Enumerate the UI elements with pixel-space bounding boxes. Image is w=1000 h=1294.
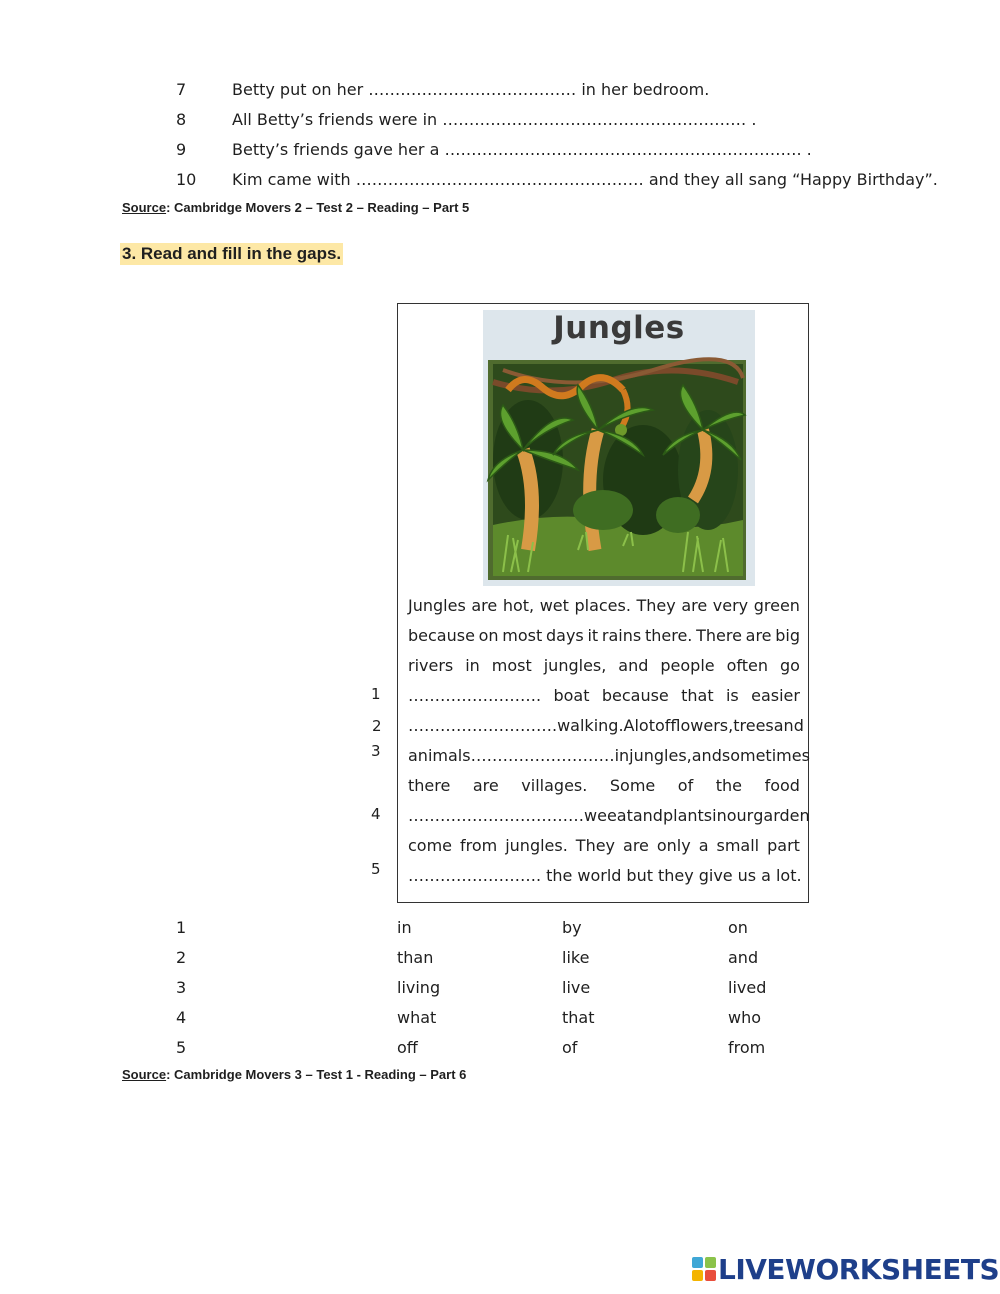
illustration-title: Jungles bbox=[553, 310, 685, 346]
option-choice[interactable]: that bbox=[562, 1008, 595, 1027]
word: most bbox=[502, 626, 543, 645]
word: on bbox=[478, 626, 499, 645]
gap-number: 1 bbox=[371, 685, 381, 703]
word: Jungles bbox=[408, 596, 466, 615]
word: it bbox=[587, 626, 599, 645]
logo-blocks-icon bbox=[692, 1257, 716, 1281]
question-text: Betty put on her ………………………………… in her bedroom. bbox=[232, 80, 710, 99]
option-row-number: 5 bbox=[176, 1038, 187, 1057]
question-text: Betty’s friends gave her a …………………………………………………………. . bbox=[232, 140, 812, 159]
paragraph-line bbox=[408, 711, 804, 741]
word: They bbox=[575, 836, 616, 855]
logo-text: LIVEWORKSHEETS bbox=[718, 1252, 1000, 1286]
reading-paragraph bbox=[408, 591, 810, 891]
word: eat bbox=[606, 806, 633, 825]
word: they bbox=[658, 866, 694, 885]
word: people bbox=[660, 656, 715, 675]
option-choice[interactable]: like bbox=[562, 948, 590, 967]
paragraph-line bbox=[408, 651, 800, 681]
word: often bbox=[726, 656, 768, 675]
word: jungles, bbox=[629, 746, 692, 765]
word: is bbox=[725, 686, 739, 705]
gap-5-blank[interactable]: ……………………. bbox=[408, 866, 542, 885]
question-number: 8 bbox=[176, 110, 187, 129]
jungle-illustration bbox=[483, 310, 755, 586]
word: jungles, bbox=[543, 656, 607, 675]
word: sometimes bbox=[721, 746, 810, 765]
word: food bbox=[764, 776, 800, 795]
gap-number: 2 bbox=[372, 717, 382, 735]
word: us bbox=[737, 866, 757, 885]
word: most bbox=[491, 656, 532, 675]
word: flowers, bbox=[670, 716, 734, 735]
option-row-number: 4 bbox=[176, 1008, 187, 1027]
word: from bbox=[460, 836, 498, 855]
option-choice[interactable]: on bbox=[728, 918, 748, 937]
word: days bbox=[546, 626, 584, 645]
word: and bbox=[632, 806, 663, 825]
option-choice[interactable]: who bbox=[728, 1008, 762, 1027]
paragraph-line bbox=[408, 801, 810, 831]
gap-4-blank[interactable]: …………………………… bbox=[408, 806, 584, 825]
source-citation bbox=[122, 200, 469, 215]
word: lot. bbox=[775, 866, 802, 885]
section-heading: 3. Read and fill in the gaps. bbox=[122, 244, 342, 263]
word: the bbox=[715, 776, 743, 795]
word: rivers bbox=[408, 656, 454, 675]
word: go bbox=[779, 656, 800, 675]
word: small bbox=[716, 836, 760, 855]
word: only bbox=[656, 836, 691, 855]
jungle-scene-image bbox=[483, 310, 755, 586]
option-choice[interactable]: live bbox=[562, 978, 591, 997]
option-choice[interactable]: of bbox=[562, 1038, 578, 1057]
word: world bbox=[577, 866, 622, 885]
gap-number: 5 bbox=[371, 860, 381, 878]
paragraph-line bbox=[408, 861, 800, 891]
paragraph-line bbox=[408, 831, 800, 861]
paragraph-line bbox=[408, 681, 800, 711]
gap-1-blank[interactable]: ……………………. bbox=[408, 686, 542, 705]
word: lot bbox=[634, 716, 655, 735]
option-row-number: 2 bbox=[176, 948, 187, 967]
source-text: : Cambridge Movers 2 – Test 2 – Reading – Part 5 bbox=[166, 200, 470, 215]
word: wet bbox=[539, 596, 569, 615]
word: garden bbox=[753, 806, 810, 825]
question-number: 10 bbox=[176, 170, 197, 189]
word: are bbox=[681, 596, 708, 615]
word: the bbox=[546, 866, 573, 885]
word: we bbox=[584, 806, 607, 825]
source-text: : Cambridge Movers 3 – Test 1 - Reading – Part 6 bbox=[166, 1067, 467, 1082]
paragraph-line bbox=[408, 591, 800, 621]
word: of bbox=[677, 776, 694, 795]
word: a bbox=[761, 866, 771, 885]
word: are bbox=[623, 836, 649, 855]
source-label: Source bbox=[122, 200, 167, 215]
word: boat bbox=[553, 686, 590, 705]
word: there bbox=[408, 776, 451, 795]
word: walking. bbox=[557, 716, 624, 735]
word: are bbox=[472, 776, 499, 795]
word: come bbox=[408, 836, 453, 855]
word: easier bbox=[751, 686, 800, 705]
word: very bbox=[712, 596, 749, 615]
word: plants bbox=[662, 806, 713, 825]
option-choice[interactable]: lived bbox=[728, 978, 767, 997]
option-choice[interactable]: living bbox=[397, 978, 441, 997]
word: trees bbox=[733, 716, 774, 735]
word: villages. bbox=[521, 776, 588, 795]
word: because bbox=[408, 626, 475, 645]
liveworksheets-logo bbox=[692, 1253, 999, 1285]
word: there. bbox=[644, 626, 693, 645]
word: in bbox=[465, 656, 480, 675]
word: in bbox=[614, 746, 630, 765]
word: animals bbox=[408, 746, 471, 765]
gap-number: 3 bbox=[371, 742, 381, 760]
option-choice[interactable]: in bbox=[397, 918, 412, 937]
paragraph-line bbox=[408, 621, 800, 651]
word: part bbox=[767, 836, 800, 855]
reading-text-box bbox=[397, 303, 809, 903]
option-choice[interactable]: by bbox=[562, 918, 582, 937]
question-number: 7 bbox=[176, 80, 187, 99]
question-text: All Betty’s friends were in ………………………………………………… . bbox=[232, 110, 757, 129]
word: and bbox=[618, 656, 649, 675]
option-choice[interactable]: what bbox=[397, 1008, 437, 1027]
word: a bbox=[698, 836, 709, 855]
paragraph-line bbox=[408, 771, 800, 801]
word: that bbox=[681, 686, 714, 705]
paragraph-line bbox=[408, 741, 810, 771]
option-choice[interactable]: off bbox=[397, 1038, 418, 1057]
option-choice[interactable]: from bbox=[728, 1038, 766, 1057]
question-number: 9 bbox=[176, 140, 187, 159]
word: and bbox=[691, 746, 722, 765]
word: big bbox=[775, 626, 800, 645]
source-citation bbox=[122, 1067, 466, 1082]
word: Some bbox=[609, 776, 656, 795]
word: and bbox=[773, 716, 804, 735]
source-label: Source bbox=[122, 1067, 167, 1082]
word: are bbox=[471, 596, 498, 615]
word: but bbox=[626, 866, 653, 885]
option-choice[interactable]: than bbox=[397, 948, 434, 967]
word: places. bbox=[574, 596, 631, 615]
word: our bbox=[726, 806, 754, 825]
word: of bbox=[655, 716, 671, 735]
question-text: Kim came with ……………………………………………… and they all sang “Happy Birthday”. bbox=[232, 170, 938, 189]
option-row-number: 3 bbox=[176, 978, 187, 997]
word: A bbox=[623, 716, 635, 735]
word: give bbox=[698, 866, 733, 885]
word: in bbox=[712, 806, 727, 825]
gap-number: 4 bbox=[371, 805, 381, 823]
word: rains bbox=[601, 626, 642, 645]
word: green bbox=[753, 596, 800, 615]
word: because bbox=[601, 686, 669, 705]
option-choice[interactable]: and bbox=[728, 948, 759, 967]
word: hot, bbox=[502, 596, 535, 615]
word: are bbox=[745, 626, 772, 645]
option-row-number: 1 bbox=[176, 918, 187, 937]
word: They bbox=[636, 596, 676, 615]
gap-3-blank[interactable]: ……………………… bbox=[470, 746, 615, 765]
word: There bbox=[696, 626, 742, 645]
word: jungles. bbox=[505, 836, 568, 855]
gap-2-blank[interactable]: ………………………. bbox=[408, 716, 558, 735]
